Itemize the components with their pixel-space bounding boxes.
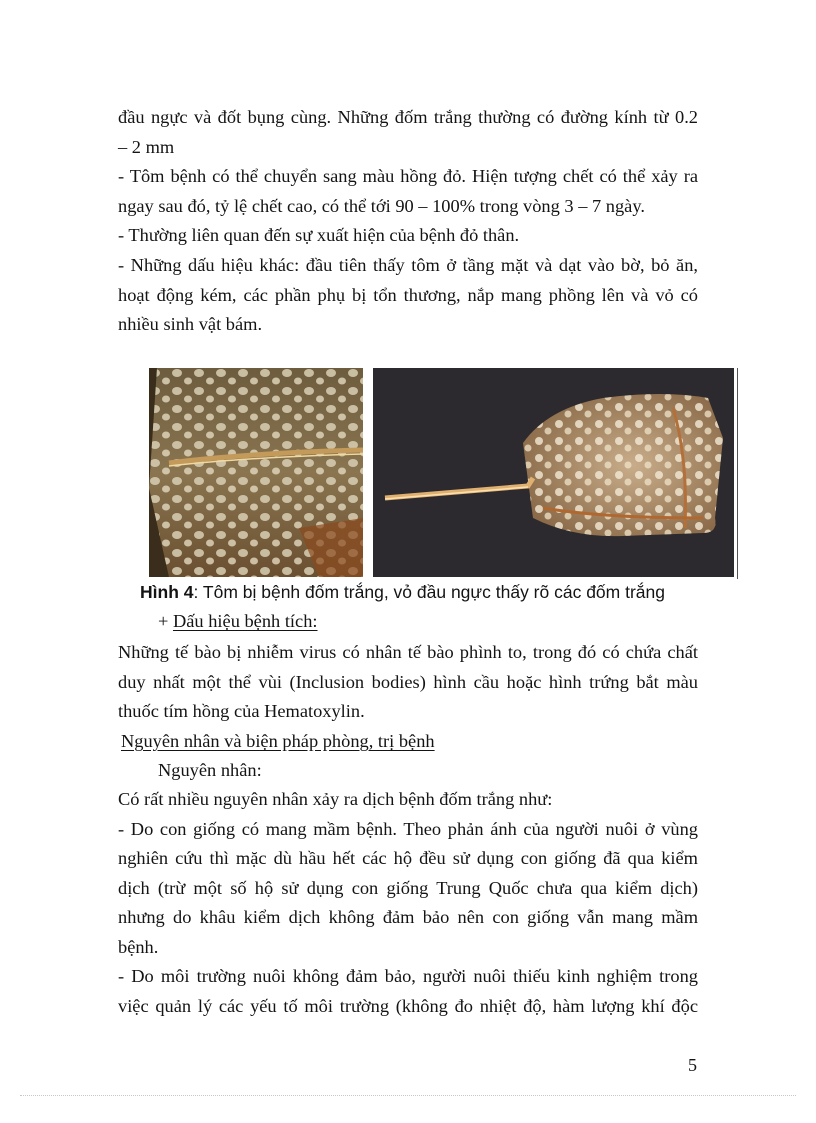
image-border-line <box>737 368 738 579</box>
paragraph-line: - Thường liên quan đến sự xuất hiện của bệnh đỏ thân. <box>118 225 520 245</box>
page-number: 5 <box>688 1055 697 1075</box>
causes-heading <box>121 729 701 753</box>
paragraph-line: bệnh. <box>118 937 159 957</box>
figure-caption-text: : Tôm bị bệnh đốm trắng, vỏ đầu ngực thấy rõ các đốm trắng <box>193 582 665 602</box>
paragraph-line: Những tế bào bị nhiễm virus có nhân tế bào phình to, trong đó có chứa chất <box>118 642 698 662</box>
paragraph-line: ngay sau đó, tỷ lệ chết cao, có thể tới 90 – 100% trong vòng 3 – 7 ngày. <box>118 196 645 216</box>
figure-caption <box>140 580 720 604</box>
paragraph-line: duy nhất một thể vùi (Inclusion bodies) hình cầu hoặc hình trứng bắt màu <box>118 672 698 692</box>
causes-heading-text: Nguyên nhân và biện pháp phòng, trị bệnh <box>121 731 435 751</box>
paragraph-line: nhiều sinh vật bám. <box>118 314 263 334</box>
paragraph-line: nghiên cứu thì mặc dù hầu hết các hộ đều sử dụng con giống đã qua kiểm <box>118 848 698 868</box>
causes-subheading: Nguyên nhân: <box>158 760 262 780</box>
figure-label: Hình 4 <box>140 582 194 602</box>
paragraph-line: hoạt động kém, các phần phụ bị tổn thương, nắp mang phồng lên và vỏ có <box>118 285 698 305</box>
paragraph-line: việc quản lý các yếu tố môi trường (không đo nhiệt độ, hàm lượng khí độc <box>118 996 698 1016</box>
shrimp-carapace-photo-left <box>149 368 363 577</box>
paragraph-line: - Do môi trường nuôi không đảm bảo, người nuôi thiếu kinh nghiệm trong <box>118 966 698 986</box>
lesion-heading <box>158 609 318 633</box>
paragraph-line: Có rất nhiều nguyên nhân xảy ra dịch bệnh đốm trắng như: <box>118 789 553 809</box>
paragraph-line: nhưng do khâu kiểm dịch không đảm bảo nên con giống vẫn mang mầm <box>118 907 698 927</box>
paragraph-line: - Những dấu hiệu khác: đầu tiên thấy tôm ở tầng mặt và dạt vào bờ, bỏ ăn, <box>118 255 698 275</box>
paragraph-line: – 2 mm <box>118 137 175 157</box>
paragraph-line: - Do con giống có mang mầm bệnh. Theo phản ánh của người nuôi ở vùng <box>118 819 698 839</box>
footer-divider <box>20 1095 796 1096</box>
paragraph-line: thuốc tím hồng của Hematoxylin. <box>118 701 365 721</box>
lesion-heading-text: Dấu hiệu bệnh tích: <box>172 611 318 631</box>
paragraph-line: dịch (trừ một số hộ sử dụng con giống Trung Quốc chưa qua kiểm dịch) <box>118 878 698 898</box>
paragraph-line: đầu ngực và đốt bụng cùng. Những đốm trắng thường có đường kính từ 0.2 <box>118 107 698 127</box>
paragraph-line: - Tôm bệnh có thể chuyển sang màu hồng đỏ. Hiện tượng chết có thể xảy ra <box>118 166 698 186</box>
shrimp-carapace-photo-right <box>373 368 734 577</box>
heading-prefix: + <box>158 611 173 631</box>
